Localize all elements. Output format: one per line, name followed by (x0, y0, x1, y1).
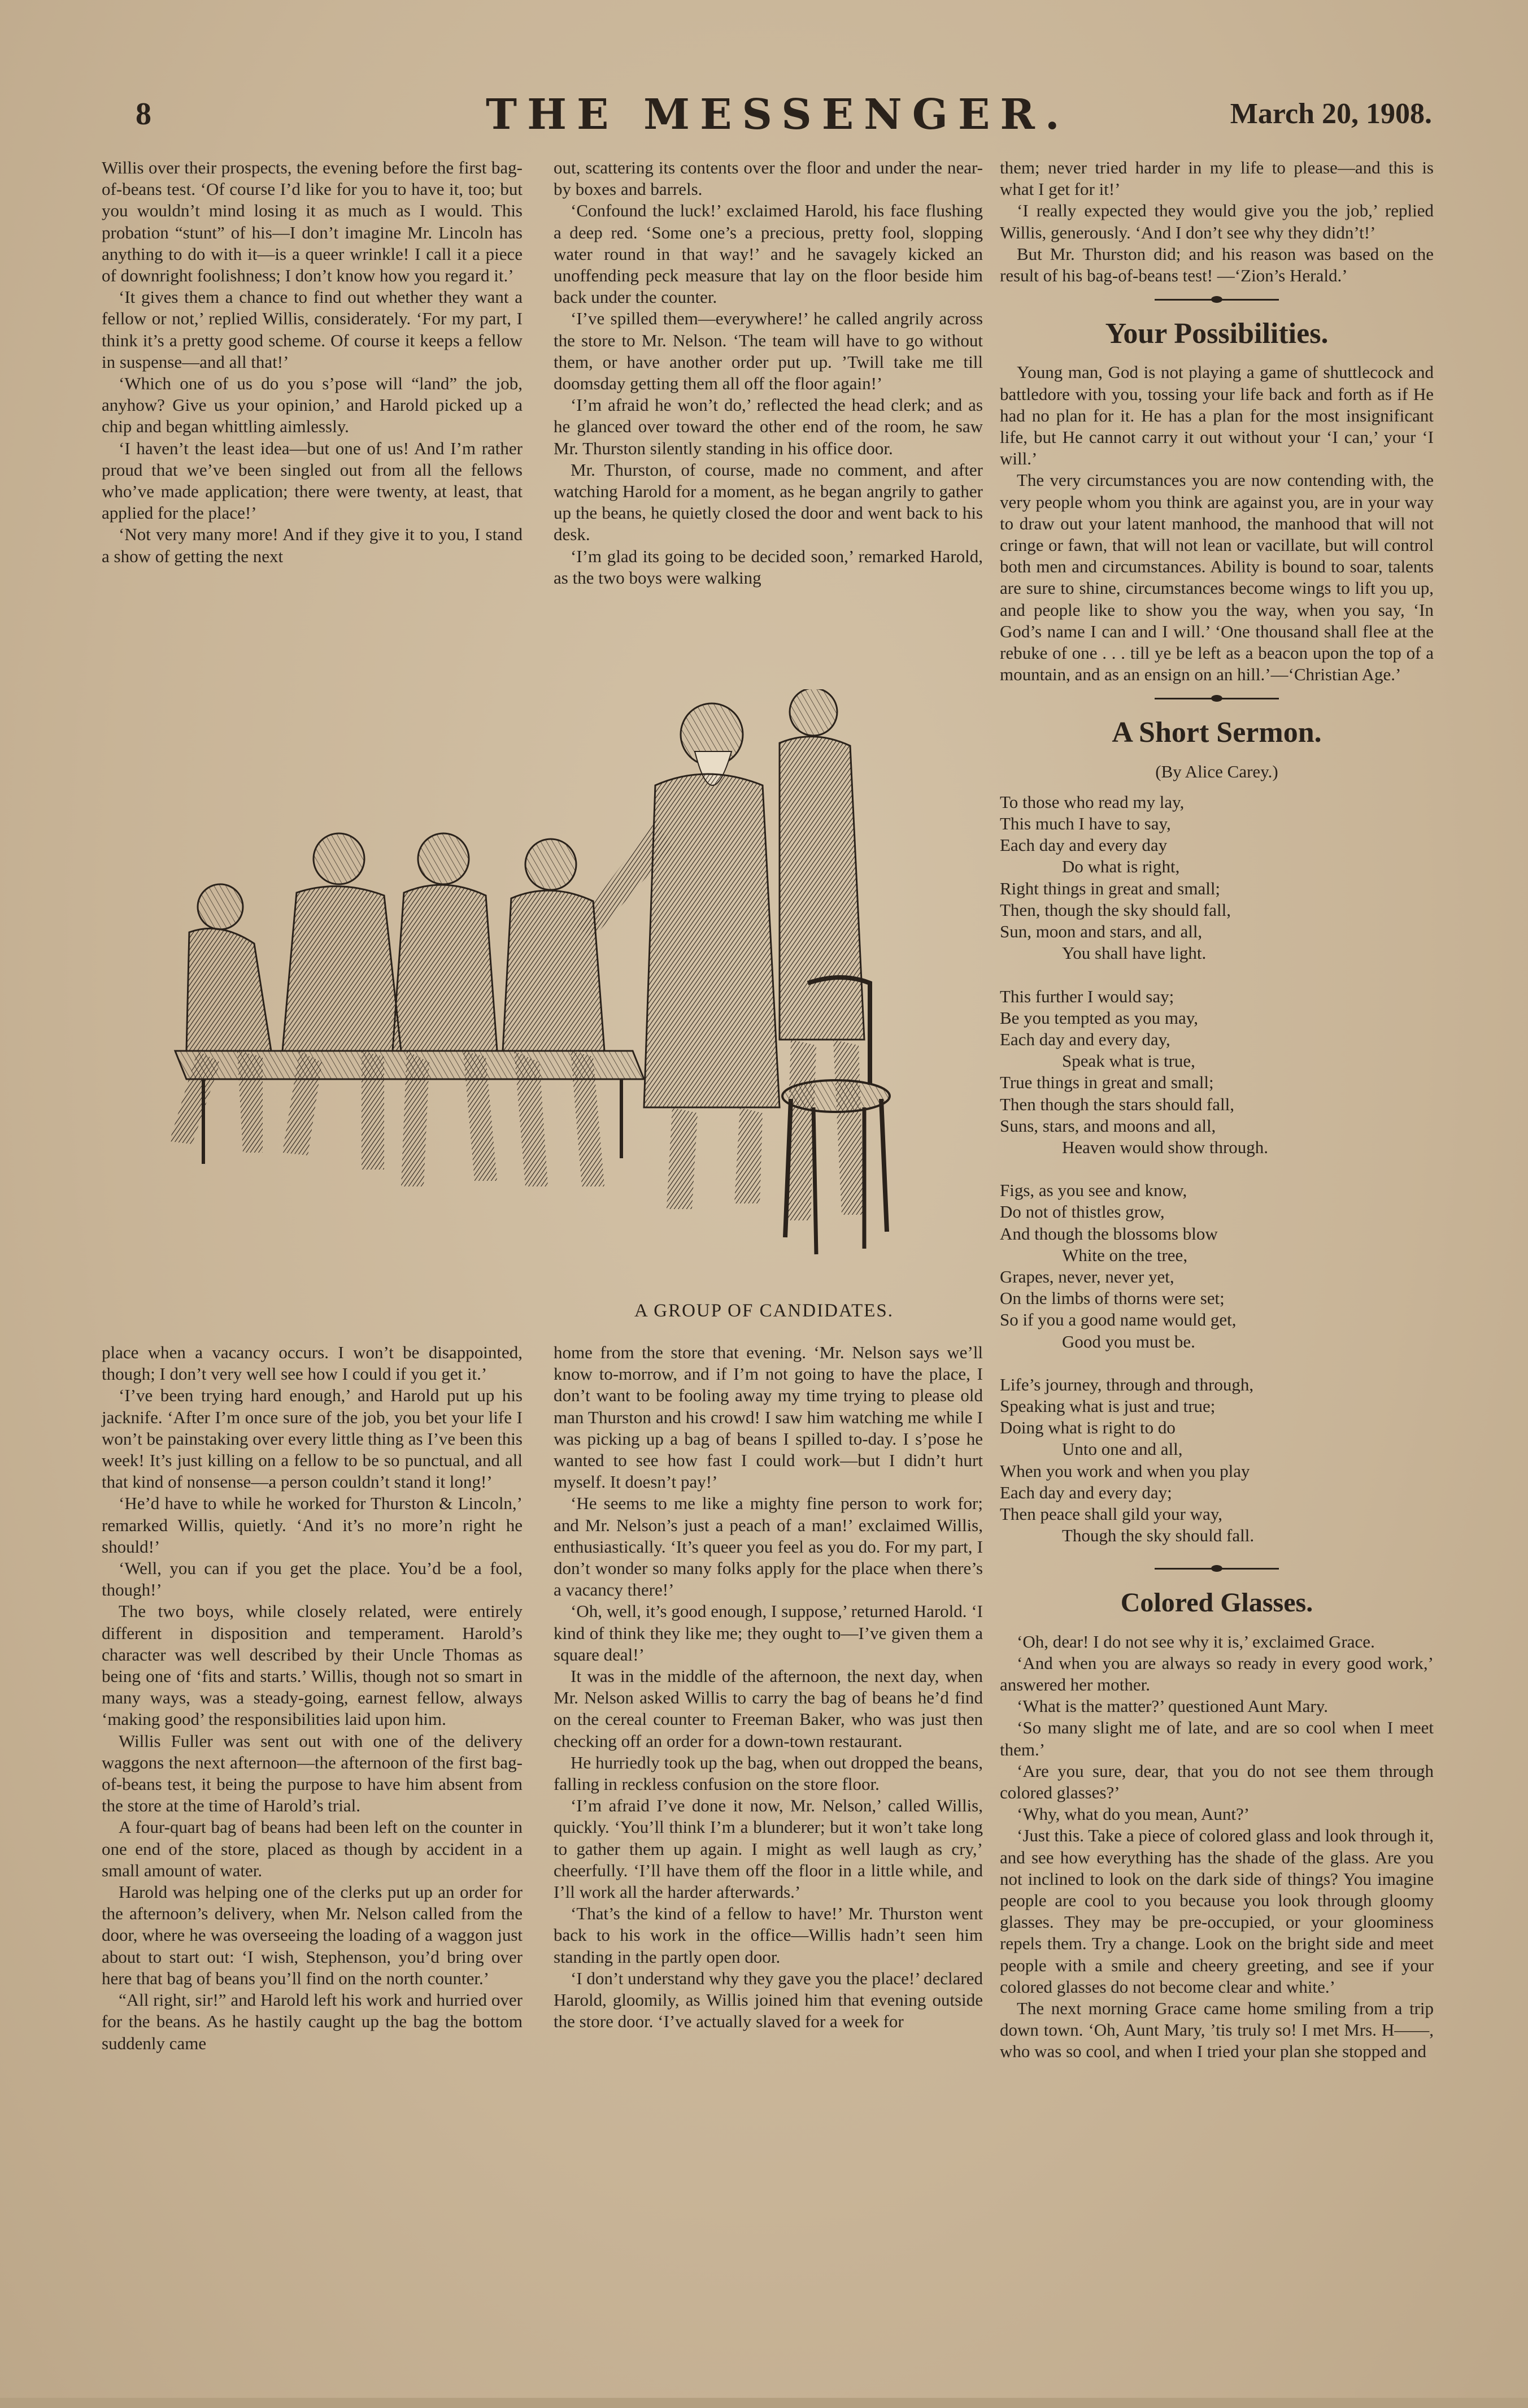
glasses-paragraph: ‘What is the matter?’ questioned Aunt Mary. (1017, 1696, 1328, 1716)
story-paragraph: ‘Well, you can if you get the place. You’d be a fool, though!’ (102, 1558, 523, 1600)
poem-stanza (1000, 1374, 1434, 1547)
story-paragraph: Mr. Thurston, of course, made no comment, and after watching Harold for a moment, as he began angrily to gather up the beans, he quietly closed the door and went back to his desk. (554, 459, 983, 545)
poem-line: White on the tree, (1062, 1245, 1188, 1265)
poem-line: Each day and every day, (1000, 1029, 1170, 1049)
story-paragraph: ‘I really expected they would give you the job,’ replied Willis, generously. ‘And I don’t see why they didn’t!’ (1000, 201, 1434, 242)
poem-line: Heaven would show through. (1062, 1137, 1269, 1157)
story-paragraph: them; never tried harder in my life to please—and this is what I get for it!’ (1000, 158, 1434, 199)
story-paragraph: Willis Fuller was sent out with one of the delivery waggons the next afternoon—the afternoon of the first bag-of-beans test, it being the purpose to have him absent from the store at the time of Harold’s trial. (102, 1731, 523, 1816)
poem-line: To those who read my lay, (1000, 792, 1185, 812)
story-paragraph: ‘He’d have to while he worked for Thurston & Lincoln,’ remarked Willis, quietly. ‘And it’s no more’n right he should!’ (102, 1493, 523, 1557)
story-paragraph: ‘I’ve spilled them—everywhere!’ he called angrily across the store to Mr. Nelson. ‘The team will have to go without them, or have another order put up. ’Twill take me till doomsday getting them all off the floor again!’ (554, 308, 983, 394)
poem-line: So if you a good name would get, (1000, 1310, 1237, 1330)
glasses-paragraph: ‘Oh, dear! I do not see why it is,’ exclaimed Grace. (1017, 1631, 1375, 1651)
story-paragraph: ‘Not very many more! And if they give it to you, I stand a show of getting the next (102, 524, 523, 566)
poem-line: This much I have to say, (1000, 814, 1171, 834)
paper-title: THE MESSENGER. (486, 90, 1070, 139)
story-paragraph: ‘That’s the kind of a fellow to have!’ Mr. Thurston went back to his work in the office—Willis hadn’t seen him standing in the partly open door. (554, 1903, 983, 1967)
poem-line: Speaking what is just and true; (1000, 1396, 1216, 1416)
story-column-2-top (554, 157, 983, 589)
right-column (1000, 157, 1434, 2063)
poem-line: Figs, as you see and know, (1000, 1180, 1187, 1201)
story-paragraph: Willis over their prospects, the evening before the first bag-of-beans test. ‘Of course I’d like for you to have it, too; but you wouldn’t mind losing it as much as I would. This probation “stunt” of his—I don’t imagine Mr. Lincoln has anything to do with it—is a queer wrinkle! I call it a piece of downright foolishness; I don’t know how you regard it.’ (102, 158, 523, 286)
poem-line: Speak what is true, (1062, 1051, 1195, 1071)
glasses-paragraph: ‘So many slight me of late, and are so cool when I meet them.’ (1000, 1718, 1434, 1759)
story-column-1-top (102, 157, 523, 567)
possibilities-paragraph: Young man, God is not playing a game of shuttlecock and battledore with you, tossing your life back and forth as if He had no plan for it. He has a plan for the most insignificant life, but He cannot carry it out without your ‘I can,’ your ‘I will.’ (1000, 362, 1434, 469)
illustration-caption: A GROUP OF CANDIDATES. (634, 1301, 894, 1321)
poem-line: Each day and every day; (1000, 1482, 1172, 1502)
section-divider (1155, 1568, 1279, 1570)
section-divider (1155, 698, 1279, 699)
glasses-paragraph: ‘Just this. Take a piece of colored glass and look through it, and see how everything has the shade of the glass. Are you not inclined to look on the dark side of things? You imagine people are cool to you because you look through gloomy glasses. They may be pre-occupied, or your gloominess repels them. Try a change. Look on the bright side and meet people with a smile and cheery greeting, and see if your colored glasses do not become clear and white.’ (1000, 1825, 1434, 1997)
issue-date: March 20, 1908. (1230, 98, 1432, 130)
poem-line: Sun, moon and stars, and all, (1000, 922, 1203, 942)
sermon-byline: (By Alice Carey.) (1155, 761, 1278, 781)
page-bottom-edge (0, 2398, 1528, 2408)
story-column-2-bottom (554, 1342, 983, 2033)
story-paragraph: But Mr. Thurston did; and his reason was based on the result of his bag-of-beans test! —‘Zion’s Herald.’ (1000, 244, 1434, 286)
story-paragraph: A four-quart bag of beans had been left on the counter in one end of the store, placed as though by accident in a small amount of water. (102, 1817, 523, 1880)
poem-line: You shall have light. (1062, 943, 1207, 963)
story-paragraph: ‘I’ve been trying hard enough,’ and Harold put up his jacknife. ‘After I’m once sure of the job, you bet your life I won’t be painstaking over every little thing as I’ve been this week! It’s just killing on a fellow to be so punctual, and all that kind of nonsense—a person couldn’t stand it long!’ (102, 1385, 523, 1492)
poem-line: Then peace shall gild your way, (1000, 1503, 1222, 1524)
poem-line: Unto one and all, (1062, 1439, 1183, 1459)
poem-line: Each day and every day (1000, 835, 1168, 855)
poem-line: This further I would say; (1000, 986, 1174, 1006)
poem-line: On the limbs of thorns were set; (1000, 1288, 1225, 1309)
story-paragraph: It was in the middle of the afternoon, the next day, when Mr. Nelson asked Willis to carry the bag of beans he’d find on the cereal counter to Freeman Baker, who was just then checking off an order for a down-town restaurant. (554, 1666, 983, 1751)
story-paragraph: ‘I’m afraid he won’t do,’ reflected the head clerk; and as he glanced over toward the other end of the room, he saw Mr. Thurston silently standing in his office door. (554, 395, 983, 458)
poem-line: Do what is right, (1062, 857, 1180, 877)
poem-line: Right things in great and small; (1000, 878, 1221, 898)
story-paragraph: ‘Which one of us do you s’pose will “land” the job, anyhow? Give us your opinion,’ and Harold picked up a chip and began whittling aimlessly. (102, 373, 523, 437)
story-paragraph: home from the store that evening. ‘Mr. Nelson says we’ll know to-morrow, and if I’m not going to have the place, I don’t want to be fooling away my time trying to please old man Thurston and his crowd! I saw him watching me while I was picking up a bag of beans I spilled to-day. I s’pose he wanted to see how fast I could work—but I didn’t hurt myself. It doesn’t pay!’ (554, 1342, 983, 1492)
story-paragraph: place when a vacancy occurs. I won’t be disappointed, though; I don’t very well see how I could if you get it.’ (102, 1342, 523, 1384)
poem-line: Life’s journey, through and through, (1000, 1374, 1254, 1394)
sermon-title: A Short Sermon. (1112, 716, 1322, 749)
glasses-paragraph: The next morning Grace came home smiling from a trip down town. ‘Oh, Aunt Mary, ’tis truly so! I met Mrs. H——, who was so cool, and when I tried your plan she stopped and (1000, 1998, 1434, 2062)
poem-line: Doing what is right to do (1000, 1418, 1176, 1438)
story-paragraph: ‘Confound the luck!’ exclaimed Harold, his face flushing a deep red. ‘Some one’s a precious, pretty fool, slopping water round in that way!’ and he savagely kicked an unoffending peck measure that lay on the floor beside him back under the counter. (554, 201, 983, 307)
section-divider (1155, 299, 1279, 301)
poem-line: True things in great and small; (1000, 1072, 1214, 1093)
possibilities-title: Your Possibilities. (1105, 318, 1329, 350)
poem-stanza (1000, 792, 1434, 964)
glasses-title: Colored Glasses. (1120, 1588, 1313, 1618)
poem-line: Though the sky should fall. (1062, 1525, 1255, 1546)
poem-line: Then though the stars should fall, (1000, 1094, 1234, 1114)
glasses-paragraph: ‘Are you sure, dear, that you do not see them through colored glasses?’ (1000, 1761, 1434, 1802)
poem-line: Grapes, never, never yet, (1000, 1266, 1174, 1286)
story-paragraph: ‘I haven’t the least idea—but one of us! And I’m rather proud that we’ve been singled out from all the fellows who’ve made application; there were twenty, at least, that applied for the place!’ (102, 438, 523, 523)
candidates-illustration (136, 689, 926, 1299)
page-number: 8 (136, 97, 151, 132)
story-paragraph: “All right, sir!” and Harold left his work and hurried over for the beans. As he hastily caught up the bag the bottom suddenly came (102, 1990, 523, 2053)
poem-line: And though the blossoms blow (1000, 1223, 1218, 1244)
poem-stanza (1000, 1180, 1434, 1353)
story-column-1-bottom (102, 1342, 523, 2054)
story-paragraph: ‘I don’t understand why they gave you the place!’ declared Harold, gloomily, as Willis joined him that evening outside the store door. ‘I’ve actually slaved for a week for (554, 1968, 983, 2032)
poem-line: Do not of thistles grow, (1000, 1202, 1165, 1222)
story-paragraph: ‘Oh, well, it’s good enough, I suppose,’ returned Harold. ‘I kind of think they like me; they ought to—I’ve given them a square deal!’ (554, 1601, 983, 1664)
sermon-poem (1000, 792, 1434, 1547)
story-paragraph: ‘It gives them a chance to find out whether they want a fellow or not,’ replied Willis, considerately. ‘For my part, I think it’s a pretty good scheme. Of course it keeps a fellow in suspense—and all that!’ (102, 287, 523, 372)
story-paragraph: out, scattering its contents over the floor and under the near-by boxes and barrels. (554, 158, 983, 199)
story-paragraph: ‘I’m afraid I’ve done it now, Mr. Nelson,’ called Willis, quickly. ‘You’ll think I’m a blunderer; but it won’t take long to gather them up again. I might as well laugh as cry,’ cheerfully. ‘I’ll have them off the floor in a little while, and I’ll work all the harder afterwards.’ (554, 1796, 983, 1902)
glasses-paragraph: ‘Why, what do you mean, Aunt?’ (1017, 1804, 1250, 1824)
glasses-paragraph: ‘And when you are always so ready in every good work,’ answered her mother. (1000, 1653, 1434, 1694)
poem-line: Be you tempted as you may, (1000, 1007, 1198, 1028)
story-paragraph: The two boys, while closely related, were entirely different in disposition and temperament. Harold’s character was well described by their Uncle Thomas as being one of ‘fits and starts.’ Willis, though not so smart in many ways, was a steady-going, earnest fellow, always ‘making good’ the responsibilities laid upon him. (102, 1601, 523, 1729)
story-paragraph: ‘He seems to me like a mighty fine person to work for; and Mr. Nelson’s just a peach of a man!’ exclaimed Willis, enthusiastically. ‘It’s queer you feel as you do. For my part, I don’t wonder so many folks apply for the place when there’s a vacancy there!’ (554, 1493, 983, 1600)
story-paragraph: Harold was helping one of the clerks put up an order for the afternoon’s delivery, when Mr. Nelson called from the door, where he was overseeing the loading of a waggon just about to start out: ‘I wish, Stephenson, you’d bring over here that bag of beans you’ll find on the north counter.’ (102, 1882, 523, 1988)
masthead (0, 90, 1528, 153)
possibilities-paragraph: The very circumstances you are now contending with, the very people whom you think are against you, are in your way to draw out your latent manhood, the manhood that will not cringe or fawn, that will not lean or vacillate, but will control both men and circumstances. Ability is bound to soar, talents are sure to shine, circumstances become wings to lift you up, and people like to show you the way, when you say, ‘In God’s name I can and I will.’ ‘One thousand shall flee at the rebuke of one . . . till ye be left as a beacon upon the top of a mountain, and as an ensign on an hill.’—‘Christian Age.’ (1000, 470, 1434, 685)
story-paragraph: He hurriedly took up the bag, when out dropped the beans, falling in reckless confusion on the store floor. (554, 1752, 983, 1794)
story-paragraph: ‘I’m glad its going to be decided soon,’ remarked Harold, as the two boys were walking (554, 546, 983, 588)
poem-stanza (1000, 986, 1434, 1159)
poem-line: Then, though the sky should fall, (1000, 899, 1231, 920)
poem-line: When you work and when you play (1000, 1461, 1250, 1481)
poem-line: Suns, stars, and moons and all, (1000, 1115, 1216, 1136)
poem-line: Good you must be. (1062, 1331, 1195, 1351)
